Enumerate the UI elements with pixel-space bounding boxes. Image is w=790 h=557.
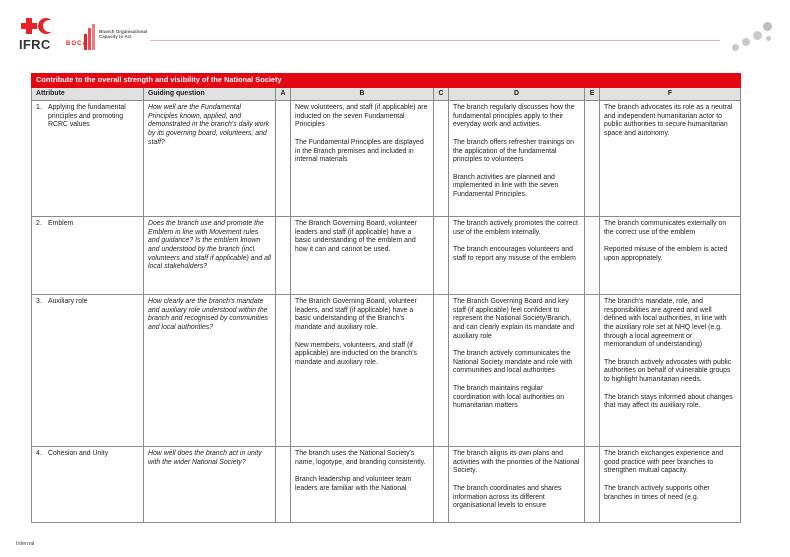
ifrc-logo xyxy=(18,18,58,52)
red-cross-icon xyxy=(21,18,37,34)
guiding-question-cell: How well does the branch act in unity with the wider National Society? xyxy=(144,447,276,523)
table-row xyxy=(32,295,741,447)
score-cell-c[interactable] xyxy=(434,447,449,523)
column-header-d: D xyxy=(449,87,585,101)
level-d-text: The branch offers refresher trainings on the application of the fundamental principles to volunteers xyxy=(453,138,574,164)
level-d-text: The branch aligns its own plans and activities with the priorities of the National Society. xyxy=(453,450,580,475)
column-header-a: A xyxy=(276,87,291,101)
level-d-text: The branch regularly discusses how the fundamental principles apply to their everyday work and activities. xyxy=(453,104,575,129)
table-title: Contribute to the overall strength and visibility of the National Society xyxy=(32,74,741,88)
level-d-text: The branch actively promotes the correct use of the emblem internally. xyxy=(453,220,578,236)
table-row xyxy=(32,217,741,295)
attribute-cell xyxy=(32,447,144,523)
table-row xyxy=(32,101,741,217)
column-header-guiding-question: Guiding question xyxy=(144,87,276,101)
level-f-text: The branch advocates its role as a neutral and independent humanitarian actor to public authorities to secure humanitarian space and autonomy. xyxy=(604,104,733,137)
score-cell-e[interactable] xyxy=(585,101,600,217)
attribute-number: 1. xyxy=(36,104,42,112)
level-f-text: The branch exchanges experience and good practice with peer branches to strengthen mutual capacity. xyxy=(604,450,724,475)
score-cell-a[interactable] xyxy=(276,101,291,217)
attribute-label: Auxiliary role xyxy=(48,298,88,306)
level-d-cell xyxy=(449,295,585,447)
level-f-text: Reported misuse of the emblem is acted upon appropriately. xyxy=(604,246,728,262)
score-cell-e[interactable] xyxy=(585,217,600,295)
attribute-label: Emblem xyxy=(48,220,74,228)
level-d-cell xyxy=(449,101,585,217)
score-cell-a[interactable] xyxy=(276,447,291,523)
level-d-cell xyxy=(449,447,585,523)
level-f-text: The branch stays informed about changes that may affect its auxiliary role. xyxy=(604,393,733,410)
level-b-cell xyxy=(291,101,434,217)
level-f-text: The branch communicates externally on the correct use of the emblem xyxy=(604,220,727,236)
level-f-cell xyxy=(600,101,741,217)
score-cell-a[interactable] xyxy=(276,217,291,295)
attribute-cell xyxy=(32,295,144,447)
level-f-text: The branch actively advocates with public authorities on behalf of vulnerable groups to highlight humanitarian needs. xyxy=(604,358,732,383)
level-b-text: New members, volunteers, and staff (if applicable) are inducted on the branch's mandate and auxiliary role. xyxy=(295,341,417,366)
level-b-text: New volunteers, and staff (if applicable) are inducted on the seven Fundamental Principles xyxy=(295,104,428,129)
level-d-text: The Branch Governing Board and key staff (if applicable) feel confident to represent the National Society/Branch, and can clearly explain its mandate and auxiliary role xyxy=(453,298,575,340)
score-cell-e[interactable] xyxy=(585,295,600,447)
footer-classification: Internal xyxy=(16,541,35,547)
level-b-cell xyxy=(291,447,434,523)
score-cell-c[interactable] xyxy=(434,295,449,447)
level-d-cell xyxy=(449,217,585,295)
guiding-question-cell: How clearly are the branch's mandate and auxiliary role understood within the branch and recognised by communities and local authorities? xyxy=(144,295,276,447)
boca-logo xyxy=(66,24,146,50)
page-header xyxy=(0,0,790,60)
attribute-number: 4. xyxy=(36,450,42,458)
attribute-cell xyxy=(32,217,144,295)
assessment-table xyxy=(31,73,741,523)
level-f-cell xyxy=(600,217,741,295)
score-cell-c[interactable] xyxy=(434,217,449,295)
level-b-text: The Fundamental Principles are displayed in the Branch premises and included in internal materials xyxy=(295,138,424,164)
level-f-text: The branch's mandate, role, and responsibilities are agreed and well defined with local authorities, in line with the auxiliary role set at NHQ level (e.g. through a local agreement or memorandum of understanding) xyxy=(604,298,727,349)
level-f-text: The branch actively supports other branches in times of need (e.g. xyxy=(604,484,710,501)
guiding-question-cell: How well are the Fundamental Principles known, applied, and demonstrated in the branch's daily work by its governing board, volunteers, and staff? xyxy=(144,101,276,217)
level-d-text: The branch coordinates and shares information across its different organisational levels to ensure xyxy=(453,484,562,510)
level-d-text: Branch activities are planned and implemented in line with the seven Fundamental Principles. xyxy=(453,173,559,198)
score-cell-c[interactable] xyxy=(434,101,449,217)
ifrc-logo-text: IFRC xyxy=(19,37,51,52)
level-f-cell xyxy=(600,295,741,447)
column-header-f: F xyxy=(600,87,741,101)
column-header-attribute: Attribute xyxy=(32,87,144,101)
level-d-text: The branch maintains regular coordination with local authorities on humanitarian matters xyxy=(453,384,565,410)
level-f-cell xyxy=(600,447,741,523)
level-d-text: The branch actively communicates the National Society mandate and role with communities and local authorities xyxy=(453,350,573,375)
score-cell-a[interactable] xyxy=(276,295,291,447)
level-b-text: The Branch Governing Board, volunteer leaders, and staff (if applicable) have a basic understanding of the Branch's mandate and auxiliary role. xyxy=(295,298,417,331)
header-divider xyxy=(150,40,720,41)
attribute-number: 2. xyxy=(36,220,42,228)
table-row xyxy=(32,447,741,523)
attribute-number: 3. xyxy=(36,298,42,306)
boca-logo-word: BOCA xyxy=(66,41,88,47)
score-cell-e[interactable] xyxy=(585,447,600,523)
column-header-b: B xyxy=(291,87,434,101)
decorative-dots-icon xyxy=(730,20,775,55)
level-b-text: Branch leadership and volunteer team leaders are familiar with the National xyxy=(295,476,412,492)
level-b-cell xyxy=(291,217,434,295)
level-b-text: The branch uses the National Society's name, logotype, and branding consistently. xyxy=(295,450,426,466)
column-header-c: C xyxy=(434,87,449,101)
attribute-cell xyxy=(32,101,144,217)
level-d-text: The branch encourages volunteers and staff to report any misuse of the emblem xyxy=(453,246,576,262)
boca-logo-subtitle: Branch Organisational Capacity to Act xyxy=(99,29,148,39)
attribute-label: Cohesion and Unity xyxy=(48,450,109,458)
guiding-question-cell: Does the branch use and promote the Emblem in line with Movement rules and guidance? Is the emblem known and understood by the branch (incl. volunteers and staff if applicable) and all local stakeholders? xyxy=(144,217,276,295)
level-b-cell xyxy=(291,295,434,447)
attribute-label: Applying the fundamental principles and promoting RCRC values xyxy=(48,104,126,129)
column-header-e: E xyxy=(585,87,600,101)
level-b-text: The Branch Governing Board, volunteer leaders and staff (if applicable) have a basic understanding of the emblem and how it can and cannot be used. xyxy=(295,220,417,253)
red-crescent-icon xyxy=(38,18,54,34)
